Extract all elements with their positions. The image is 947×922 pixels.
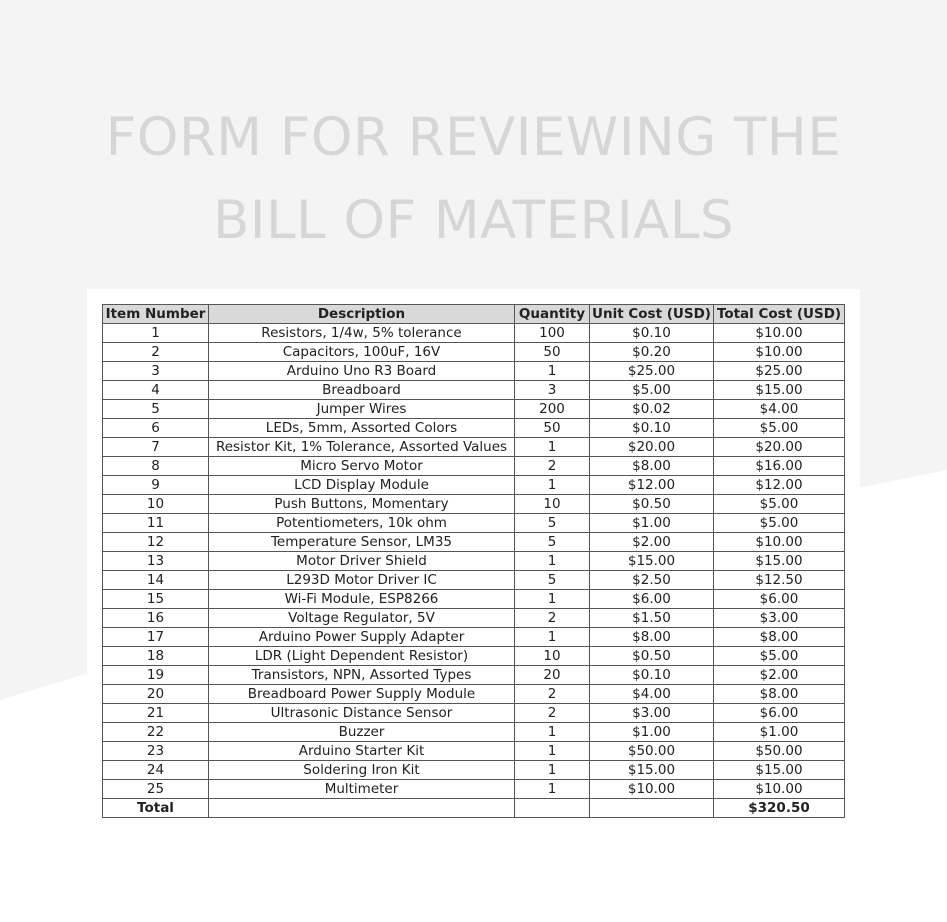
unit-cost-cell: $20.00 (590, 438, 714, 457)
total-cost-cell: $10.00 (714, 343, 845, 362)
total-quantity (515, 799, 590, 818)
unit-cost-cell: $2.00 (590, 533, 714, 552)
total-cost-cell: $10.00 (714, 533, 845, 552)
item-number-cell: 17 (103, 628, 209, 647)
table-body (103, 324, 845, 799)
item-number-cell: 16 (103, 609, 209, 628)
unit-cost-cell: $6.00 (590, 590, 714, 609)
quantity-cell: 50 (515, 343, 590, 362)
total-cost-cell: $4.00 (714, 400, 845, 419)
description-cell: Breadboard Power Supply Module (209, 685, 515, 704)
description-cell: Transistors, NPN, Assorted Types (209, 666, 515, 685)
description-cell: Wi-Fi Module, ESP8266 (209, 590, 515, 609)
table-row (103, 590, 845, 609)
item-number-cell: 18 (103, 647, 209, 666)
quantity-cell: 2 (515, 704, 590, 723)
quantity-cell: 1 (515, 628, 590, 647)
item-number-cell: 7 (103, 438, 209, 457)
quantity-cell: 50 (515, 419, 590, 438)
unit-cost-cell: $0.50 (590, 495, 714, 514)
unit-cost-cell: $12.00 (590, 476, 714, 495)
unit-cost-cell: $3.00 (590, 704, 714, 723)
description-cell: Buzzer (209, 723, 515, 742)
description-cell: Ultrasonic Distance Sensor (209, 704, 515, 723)
col-header-quantity: Quantity (515, 305, 590, 324)
total-cost-value: $320.50 (714, 799, 845, 818)
item-number-cell: 3 (103, 362, 209, 381)
total-cost-cell: $25.00 (714, 362, 845, 381)
total-cost-cell: $10.00 (714, 324, 845, 343)
quantity-cell: 10 (515, 647, 590, 666)
description-cell: Potentiometers, 10k ohm (209, 514, 515, 533)
total-cost-cell: $8.00 (714, 685, 845, 704)
item-number-cell: 19 (103, 666, 209, 685)
description-cell: Arduino Starter Kit (209, 742, 515, 761)
total-cost-cell: $5.00 (714, 514, 845, 533)
table-row (103, 400, 845, 419)
quantity-cell: 1 (515, 552, 590, 571)
col-header-item-number: Item Number (103, 305, 209, 324)
quantity-cell: 10 (515, 495, 590, 514)
description-cell: Soldering Iron Kit (209, 761, 515, 780)
total-cost-cell: $20.00 (714, 438, 845, 457)
table-row (103, 495, 845, 514)
total-cost-cell: $6.00 (714, 590, 845, 609)
unit-cost-cell: $15.00 (590, 552, 714, 571)
description-cell: Micro Servo Motor (209, 457, 515, 476)
unit-cost-cell: $8.00 (590, 628, 714, 647)
total-cost-cell: $16.00 (714, 457, 845, 476)
item-number-cell: 8 (103, 457, 209, 476)
total-unit-cost (590, 799, 714, 818)
quantity-cell: 200 (515, 400, 590, 419)
unit-cost-cell: $8.00 (590, 457, 714, 476)
item-number-cell: 14 (103, 571, 209, 590)
table-row (103, 343, 845, 362)
total-cost-cell: $5.00 (714, 495, 845, 514)
item-number-cell: 2 (103, 343, 209, 362)
description-cell: LEDs, 5mm, Assorted Colors (209, 419, 515, 438)
unit-cost-cell: $0.02 (590, 400, 714, 419)
item-number-cell: 9 (103, 476, 209, 495)
quantity-cell: 1 (515, 723, 590, 742)
item-number-cell: 13 (103, 552, 209, 571)
table-row (103, 780, 845, 799)
quantity-cell: 1 (515, 761, 590, 780)
description-cell: Multimeter (209, 780, 515, 799)
total-cost-cell: $12.50 (714, 571, 845, 590)
quantity-cell: 1 (515, 362, 590, 381)
unit-cost-cell: $15.00 (590, 761, 714, 780)
header-row (103, 305, 845, 324)
description-cell: L293D Motor Driver IC (209, 571, 515, 590)
total-description (209, 799, 515, 818)
total-cost-cell: $6.00 (714, 704, 845, 723)
unit-cost-cell: $0.10 (590, 324, 714, 343)
total-cost-cell: $8.00 (714, 628, 845, 647)
total-cost-cell: $2.00 (714, 666, 845, 685)
quantity-cell: 2 (515, 457, 590, 476)
quantity-cell: 1 (515, 590, 590, 609)
table-row (103, 761, 845, 780)
quantity-cell: 3 (515, 381, 590, 400)
description-cell: Temperature Sensor, LM35 (209, 533, 515, 552)
item-number-cell: 1 (103, 324, 209, 343)
total-cost-cell: $1.00 (714, 723, 845, 742)
table-row (103, 419, 845, 438)
item-number-cell: 12 (103, 533, 209, 552)
col-header-total-cost: Total Cost (USD) (714, 305, 845, 324)
table-row (103, 666, 845, 685)
unit-cost-cell: $50.00 (590, 742, 714, 761)
table-row (103, 476, 845, 495)
unit-cost-cell: $0.20 (590, 343, 714, 362)
description-cell: Arduino Uno R3 Board (209, 362, 515, 381)
total-cost-cell: $5.00 (714, 647, 845, 666)
total-cost-cell: $15.00 (714, 381, 845, 400)
total-cost-cell: $15.00 (714, 761, 845, 780)
table-row (103, 457, 845, 476)
quantity-cell: 1 (515, 780, 590, 799)
unit-cost-cell: $0.50 (590, 647, 714, 666)
table-row (103, 533, 845, 552)
table-row (103, 723, 845, 742)
item-number-cell: 11 (103, 514, 209, 533)
table-row (103, 552, 845, 571)
quantity-cell: 1 (515, 742, 590, 761)
table-row (103, 571, 845, 590)
unit-cost-cell: $0.10 (590, 666, 714, 685)
bom-table (102, 304, 845, 818)
item-number-cell: 24 (103, 761, 209, 780)
item-number-cell: 5 (103, 400, 209, 419)
unit-cost-cell: $1.00 (590, 723, 714, 742)
total-cost-cell: $10.00 (714, 780, 845, 799)
title-line-1: FORM FOR REVIEWING THE (105, 107, 842, 168)
item-number-cell: 25 (103, 780, 209, 799)
description-cell: Resistors, 1/4w, 5% tolerance (209, 324, 515, 343)
total-row (103, 799, 845, 818)
col-header-description: Description (209, 305, 515, 324)
item-number-cell: 6 (103, 419, 209, 438)
description-cell: Voltage Regulator, 5V (209, 609, 515, 628)
unit-cost-cell: $0.10 (590, 419, 714, 438)
total-cost-cell: $50.00 (714, 742, 845, 761)
title-line-2: BILL OF MATERIALS (212, 190, 735, 251)
table-row (103, 685, 845, 704)
table-row (103, 514, 845, 533)
table-row (103, 647, 845, 666)
quantity-cell: 2 (515, 685, 590, 704)
table-row (103, 628, 845, 647)
table-row (103, 609, 845, 628)
item-number-cell: 15 (103, 590, 209, 609)
table-row (103, 324, 845, 343)
table-row (103, 438, 845, 457)
description-cell: Capacitors, 100uF, 16V (209, 343, 515, 362)
description-cell: Breadboard (209, 381, 515, 400)
quantity-cell: 5 (515, 571, 590, 590)
unit-cost-cell: $25.00 (590, 362, 714, 381)
total-cost-cell: $5.00 (714, 419, 845, 438)
total-label: Total (103, 799, 209, 818)
table-row (103, 704, 845, 723)
description-cell: LDR (Light Dependent Resistor) (209, 647, 515, 666)
description-cell: Motor Driver Shield (209, 552, 515, 571)
table-row (103, 742, 845, 761)
quantity-cell: 20 (515, 666, 590, 685)
description-cell: Arduino Power Supply Adapter (209, 628, 515, 647)
quantity-cell: 100 (515, 324, 590, 343)
description-cell: Jumper Wires (209, 400, 515, 419)
unit-cost-cell: $1.00 (590, 514, 714, 533)
unit-cost-cell: $1.50 (590, 609, 714, 628)
page-title (0, 96, 947, 262)
quantity-cell: 5 (515, 533, 590, 552)
col-header-unit-cost: Unit Cost (USD) (590, 305, 714, 324)
description-cell: LCD Display Module (209, 476, 515, 495)
quantity-cell: 2 (515, 609, 590, 628)
table-row (103, 381, 845, 400)
unit-cost-cell: $4.00 (590, 685, 714, 704)
quantity-cell: 5 (515, 514, 590, 533)
description-cell: Push Buttons, Momentary (209, 495, 515, 514)
table-row (103, 362, 845, 381)
total-cost-cell: $12.00 (714, 476, 845, 495)
item-number-cell: 10 (103, 495, 209, 514)
item-number-cell: 22 (103, 723, 209, 742)
quantity-cell: 1 (515, 476, 590, 495)
item-number-cell: 4 (103, 381, 209, 400)
item-number-cell: 23 (103, 742, 209, 761)
unit-cost-cell: $2.50 (590, 571, 714, 590)
item-number-cell: 20 (103, 685, 209, 704)
item-number-cell: 21 (103, 704, 209, 723)
total-cost-cell: $15.00 (714, 552, 845, 571)
quantity-cell: 1 (515, 438, 590, 457)
unit-cost-cell: $10.00 (590, 780, 714, 799)
description-cell: Resistor Kit, 1% Tolerance, Assorted Values (209, 438, 515, 457)
unit-cost-cell: $5.00 (590, 381, 714, 400)
total-cost-cell: $3.00 (714, 609, 845, 628)
